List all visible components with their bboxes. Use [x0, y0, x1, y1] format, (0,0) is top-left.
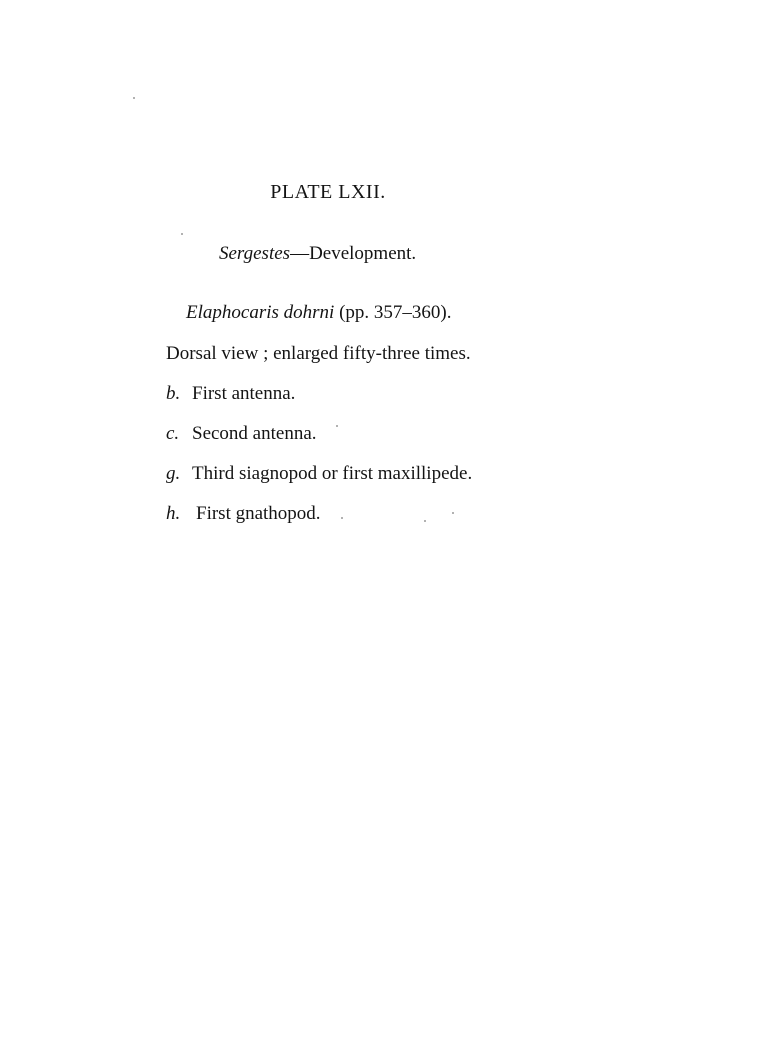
caption-letter: b. [166, 383, 181, 404]
caption-dorsal-view: Dorsal view ; enlarged fifty-three times. [166, 343, 471, 364]
species-pages: (pp. 357–360). [334, 302, 452, 323]
caption-item [166, 422, 317, 446]
caption-item [166, 462, 472, 486]
species-heading [186, 301, 451, 325]
species-name: Elaphocaris dohrni [186, 302, 335, 323]
caption-text: First gnathopod. [196, 503, 321, 524]
subtitle-rest: —Development. [290, 243, 417, 264]
plate-title: PLATE LXII. [270, 181, 386, 203]
caption-letter: h. [166, 503, 181, 524]
plate-subtitle [219, 242, 416, 266]
caption-text: Second antenna. [192, 423, 317, 444]
caption-item [166, 382, 295, 406]
caption-text: First antenna. [192, 383, 296, 404]
caption-letter: c. [166, 423, 180, 444]
caption-letter: g. [166, 463, 181, 484]
genus-name: Sergestes [219, 243, 291, 264]
caption-text: Third siagnopod or first maxillipede. [192, 463, 473, 484]
caption-item [166, 502, 321, 526]
